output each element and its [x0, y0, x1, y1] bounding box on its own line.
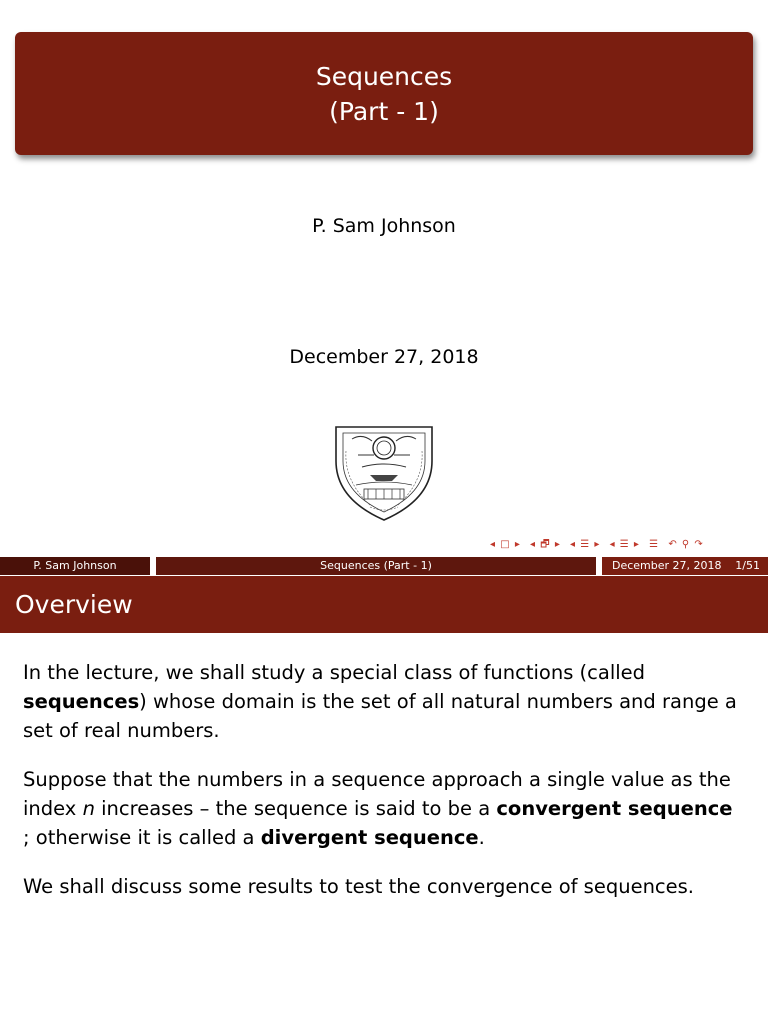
beamer-navigation[interactable]	[490, 537, 709, 554]
nav-section-icon[interactable]: ◂ ☰ ▸	[570, 539, 601, 550]
frame-title: Overview	[0, 576, 768, 633]
footer-title: Sequences (Part - 1)	[150, 557, 602, 575]
nav-subsection-icon[interactable]: ◂ 🗗 ▸	[530, 539, 561, 550]
slide-body	[23, 658, 745, 921]
term-divergent-sequence: divergent sequence	[260, 826, 479, 849]
term-sequences: sequences	[23, 690, 140, 713]
footline	[0, 557, 768, 575]
nav-doc-icon[interactable]: ◂ ☰ ▸	[609, 539, 640, 550]
paragraph-3: We shall discuss some results to test the convergence of sequences.	[23, 875, 695, 898]
title-line-1: Sequences	[315, 61, 453, 91]
footer-date-page	[602, 557, 768, 575]
nitk-crest-logo	[330, 421, 438, 523]
footer-date: December 27, 2018	[612, 559, 722, 572]
author-name: P. Sam Johnson	[312, 215, 456, 237]
footer-author: P. Sam Johnson	[0, 557, 150, 575]
term-convergent-sequence: convergent sequence	[496, 797, 733, 820]
paragraph-1: In the lecture, we shall study a special class of functions (called sequences) whose domain is the set of all natural numbers and range a set of real numbers.	[23, 661, 737, 742]
presentation-date: December 27, 2018	[289, 346, 479, 368]
nav-frame-icon[interactable]: ◂ □ ▸	[490, 539, 521, 550]
paragraph-2: Suppose that the numbers in a sequence approach a single value as the index n increases – the sequence is said to be a convergent sequence ; otherwise it is called a divergent sequence.	[23, 768, 733, 849]
footer-page: 1/51	[735, 559, 760, 572]
title-box	[15, 32, 753, 155]
title-line-2: (Part - 1)	[329, 96, 439, 126]
overview-slide	[0, 576, 768, 1024]
nav-align-icon[interactable]: ☰	[649, 539, 660, 550]
nav-search-icon[interactable]: ↶ ⚲ ↷	[668, 539, 704, 550]
